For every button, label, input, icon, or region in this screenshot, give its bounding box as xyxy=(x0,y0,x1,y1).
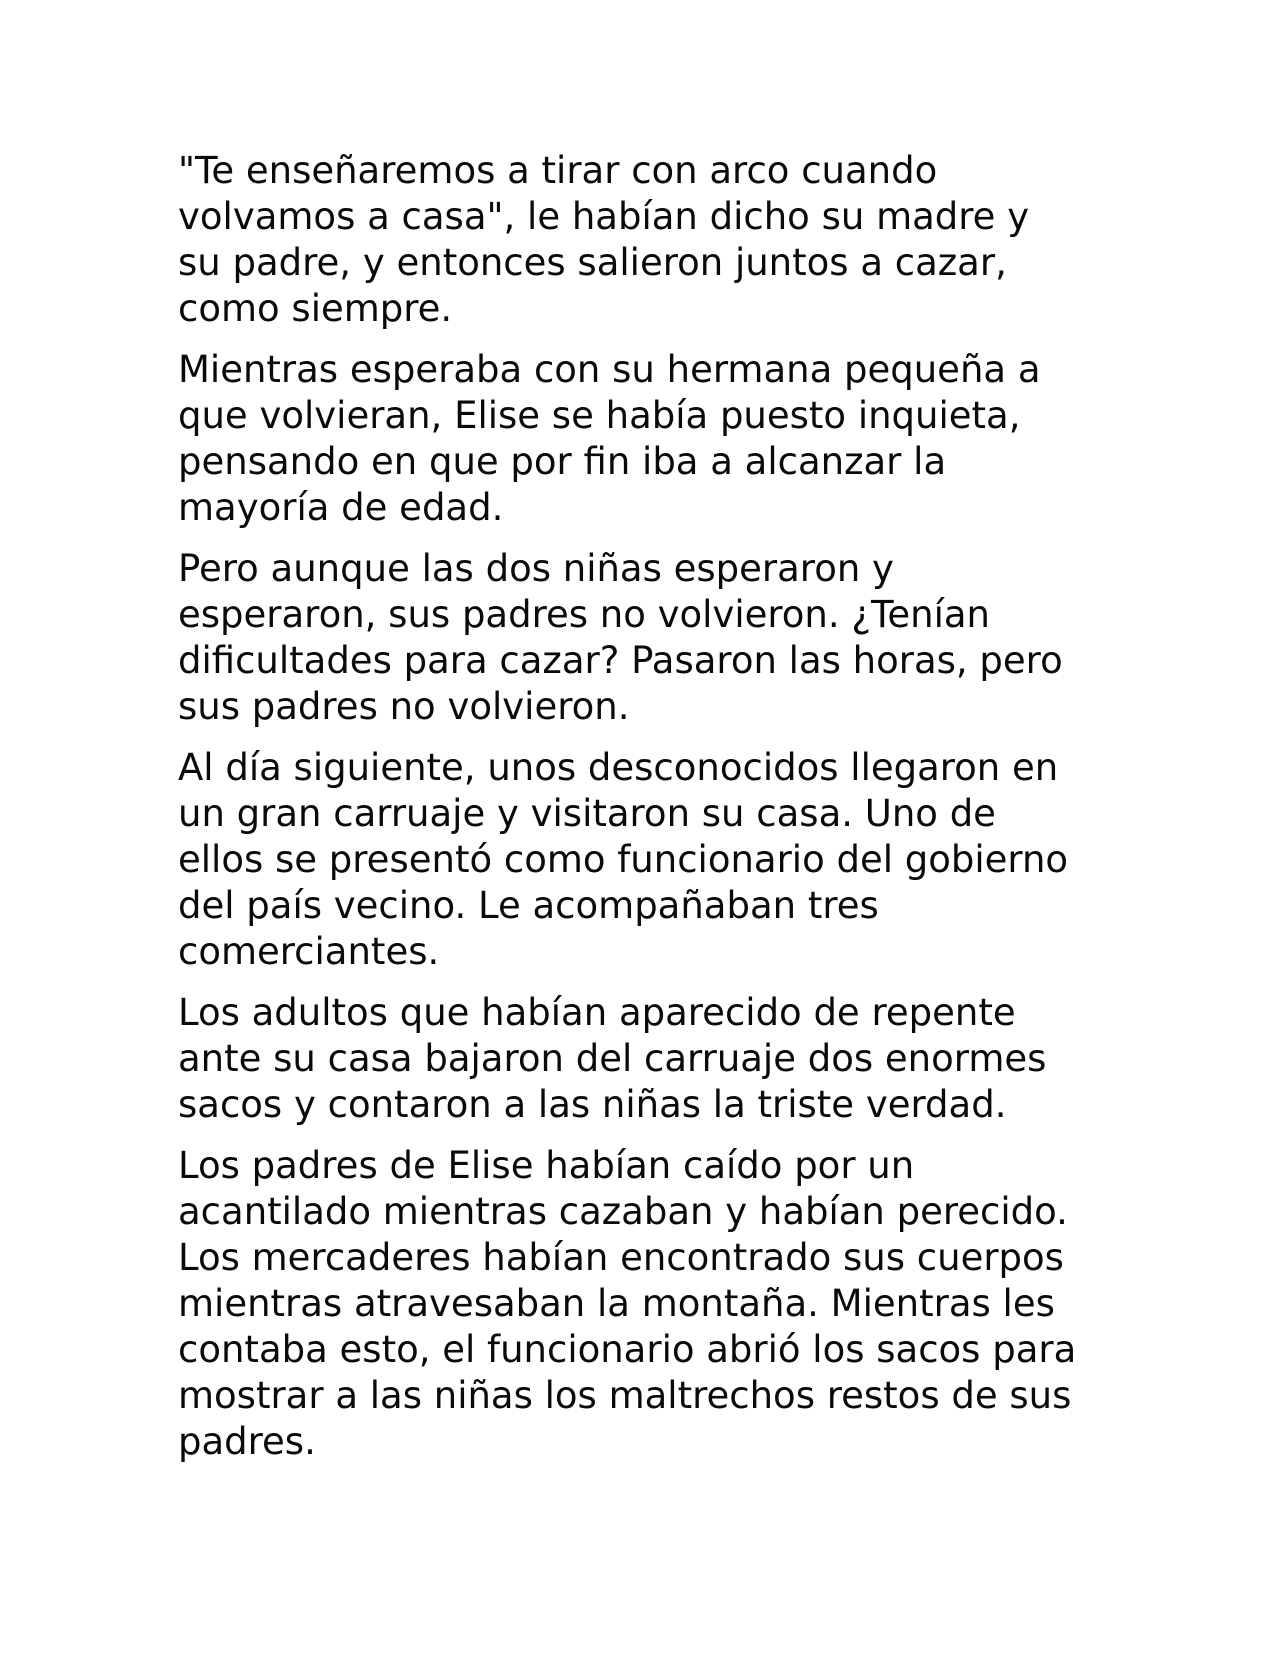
text-line: "Te enseñaremos a tirar con arco cuando xyxy=(178,149,938,192)
text-line: comerciantes. xyxy=(178,930,440,973)
text-line: mayoría de edad. xyxy=(178,486,504,529)
text-line: que volvieran, Elise se había puesto inquieta, xyxy=(178,394,1021,437)
text-line: esperaron, sus padres no volvieron. ¿Tenían xyxy=(178,593,990,636)
text-line: volvamos a casa", le habían dicho su madre y xyxy=(178,195,1030,238)
text-line: dificultades para cazar? Pasaron las horas, pero xyxy=(178,639,1063,682)
text-line: Al día siguiente, unos desconocidos llegaron en xyxy=(178,746,1059,789)
paragraph-4 xyxy=(178,745,1118,975)
text-line: ellos se presentó como funcionario del gobierno xyxy=(178,838,1069,881)
text-line: sacos y contaron a las niñas la triste verdad. xyxy=(178,1083,1007,1126)
text-line: pensando en que por fin iba a alcanzar la xyxy=(178,440,947,483)
text-line: mientras atravesaban la montaña. Mientras les xyxy=(178,1282,1055,1325)
text-line: como siempre. xyxy=(178,287,453,330)
text-line: Los mercaderes habían encontrado sus cuerpos xyxy=(178,1236,1064,1279)
paragraph-2 xyxy=(178,347,1118,531)
text-line: del país vecino. Le acompañaban tres xyxy=(178,884,879,927)
text-line: sus padres no volvieron. xyxy=(178,685,630,728)
text-line: mostrar a las niñas los maltrechos restos de sus xyxy=(178,1374,1072,1417)
paragraph-6 xyxy=(178,1143,1118,1465)
text-line: contaba esto, el funcionario abrió los sacos para xyxy=(178,1328,1077,1371)
text-line: Los adultos que habían aparecido de repente xyxy=(178,991,1016,1034)
text-line: acantilado mientras cazaban y habían perecido. xyxy=(178,1190,1068,1233)
text-line: un gran carruaje y visitaron su casa. Uno de xyxy=(178,792,996,835)
story-text xyxy=(178,148,1118,1480)
text-line: Mientras esperaba con su hermana pequeña a xyxy=(178,348,1041,391)
paragraph-5 xyxy=(178,990,1118,1128)
text-line: su padre, y entonces salieron juntos a cazar, xyxy=(178,241,1007,284)
text-line: ante su casa bajaron del carruaje dos enormes xyxy=(178,1037,1047,1080)
paragraph-1 xyxy=(178,148,1118,332)
text-line: Pero aunque las dos niñas esperaron y xyxy=(178,547,894,590)
paragraph-3 xyxy=(178,546,1118,730)
text-line: padres. xyxy=(178,1420,316,1463)
text-line: Los padres de Elise habían caído por un xyxy=(178,1144,915,1187)
